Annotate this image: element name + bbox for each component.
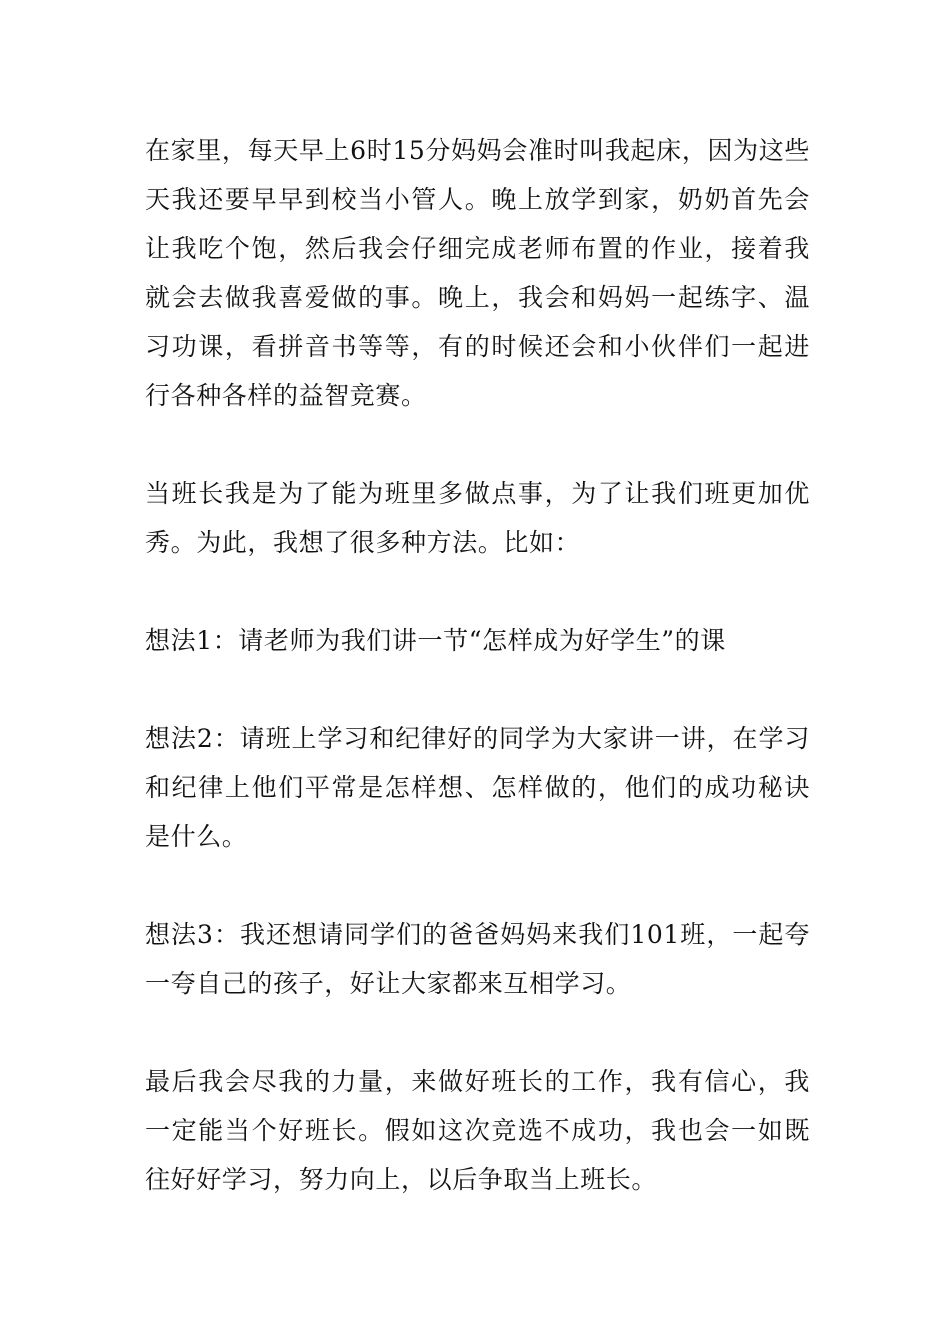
paragraph-conclusion: 最后我会尽我的力量，来做好班长的工作，我有信心，我一定能当个好班长。假如这次竞选不成功，我也会一如既往好好学习，努力向上，以后争取当上班长。 — [145, 1067, 810, 1194]
document-body — [145, 126, 810, 1204]
paragraph-idea-2: 想法2：请班上学习和纪律好的同学为大家讲一讲，在学习和纪律上他们平常是怎样想、怎样做的，他们的成功秘诀是什么。 — [145, 724, 810, 851]
paragraph-daily-routine: 在家里，每天早上6时15分妈妈会准时叫我起床，因为这些天我还要早早到校当小管人。晚上放学到家，奶奶首先会让我吃个饱，然后我会仔细完成老师布置的作业，接着我就会去做我喜爱做的事。晚上，我会和妈妈一起练字、温习功课，看拼音书等等，有的时候还会和小伙伴们一起进行各种各样的益智竞赛。 — [145, 136, 810, 410]
paragraph-idea-3: 想法3：我还想请同学们的爸爸妈妈来我们101班，一起夸一夸自己的孩子，好让大家都来互相学习。 — [145, 920, 810, 998]
paragraph-idea-1: 想法1：请老师为我们讲一节“怎样成为好学生”的课 — [145, 626, 726, 655]
paragraph-purpose: 当班长我是为了能为班里多做点事，为了让我们班更加优秀。为此，我想了很多种方法。比如： — [145, 479, 810, 557]
